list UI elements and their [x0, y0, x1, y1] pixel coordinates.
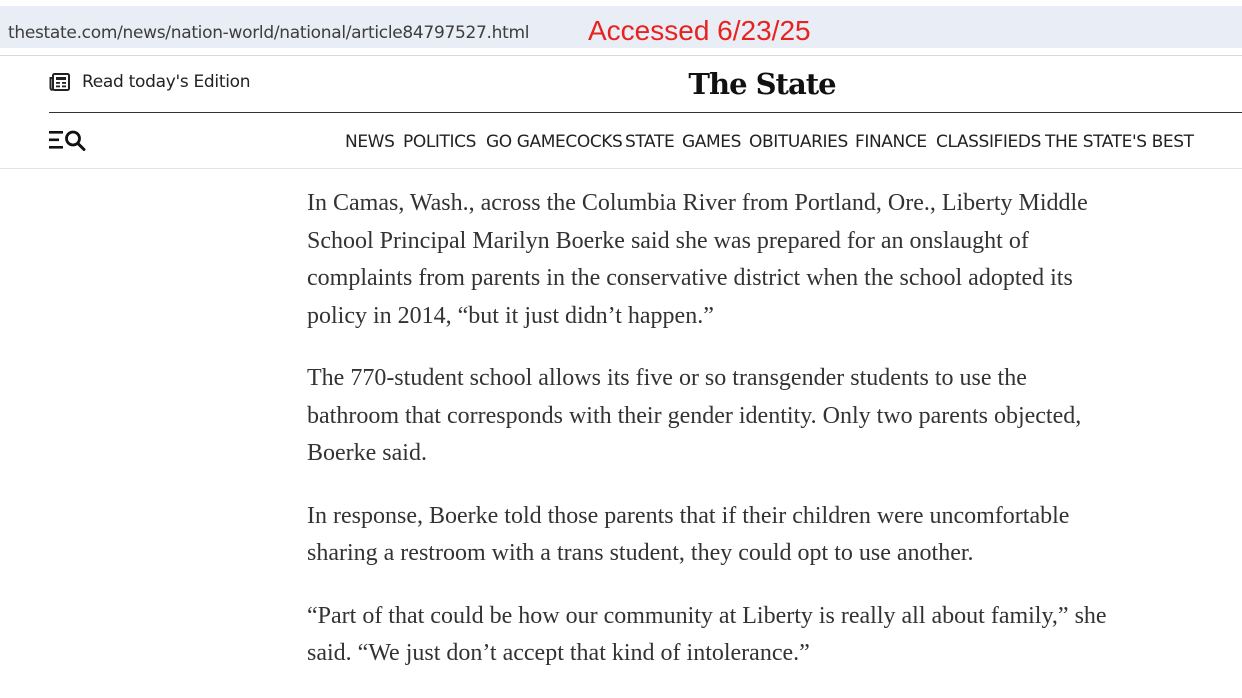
article-paragraph	[307, 360, 1207, 473]
paragraph-line: “Part of that could be how our community at Liberty is really all about family,” she	[307, 602, 1107, 629]
paragraph-line: complaints from parents in the conservative district when the school adopted its	[307, 265, 1073, 291]
nav-obituaries[interactable]: OBITUARIES	[749, 132, 848, 152]
paragraph-line: bathroom that corresponds with their gender identity. Only two parents objected,	[307, 402, 1082, 429]
url-text[interactable]: thestate.com/news/nation-world/national/article84797527.html	[8, 23, 530, 43]
edition-label: Read today's Edition	[82, 72, 251, 92]
article-paragraph	[307, 185, 1207, 335]
nav-go-gamecocks[interactable]: GO GAMECOCKS	[486, 132, 623, 152]
header-divider-bottom	[0, 168, 1242, 169]
article-paragraph	[307, 598, 1207, 673]
nav-politics[interactable]: POLITICS	[403, 132, 476, 152]
header-divider-mid	[49, 112, 1242, 113]
newspaper-icon	[49, 72, 71, 92]
header-divider-top	[0, 55, 1242, 56]
main-nav	[0, 132, 1242, 154]
nav-the-states-best[interactable]: THE STATE'S BEST	[1045, 132, 1194, 152]
nav-state[interactable]: STATE	[625, 132, 675, 152]
site-logo[interactable]	[686, 64, 838, 104]
paragraph-line: In response, Boerke told those parents that if their children were uncomfortable	[307, 502, 1070, 529]
paragraph-line: The 770-student school allows its five or so transgender students to use the	[307, 365, 1027, 391]
read-edition-link[interactable]	[49, 72, 250, 92]
nav-games[interactable]: GAMES	[682, 132, 742, 152]
paragraph-line: sharing a restroom with a trans student, they could opt to use another.	[307, 540, 974, 566]
address-bar[interactable]	[0, 6, 1242, 48]
paragraph-line: Boerke said.	[307, 440, 427, 466]
paragraph-line: said. “We just don’t accept that kind of intolerance.”	[307, 640, 810, 666]
paragraph-line: policy in 2014, “but it just didn’t happen.”	[307, 302, 714, 329]
paragraph-line: In Camas, Wash., across the Columbia River from Portland, Ore., Liberty Middle	[307, 190, 1088, 216]
nav-finance[interactable]: FINANCE	[855, 132, 927, 152]
accessed-annotation: Accessed 6/23/25	[588, 15, 811, 46]
nav-news[interactable]: NEWS	[345, 132, 395, 152]
logo-text: The State	[688, 67, 836, 101]
article-body	[307, 185, 1207, 698]
paragraph-line: School Principal Marilyn Boerke said she was prepared for an onslaught of	[307, 227, 1029, 254]
article-paragraph	[307, 498, 1207, 573]
nav-classifieds[interactable]: CLASSIFIEDS	[936, 132, 1041, 152]
